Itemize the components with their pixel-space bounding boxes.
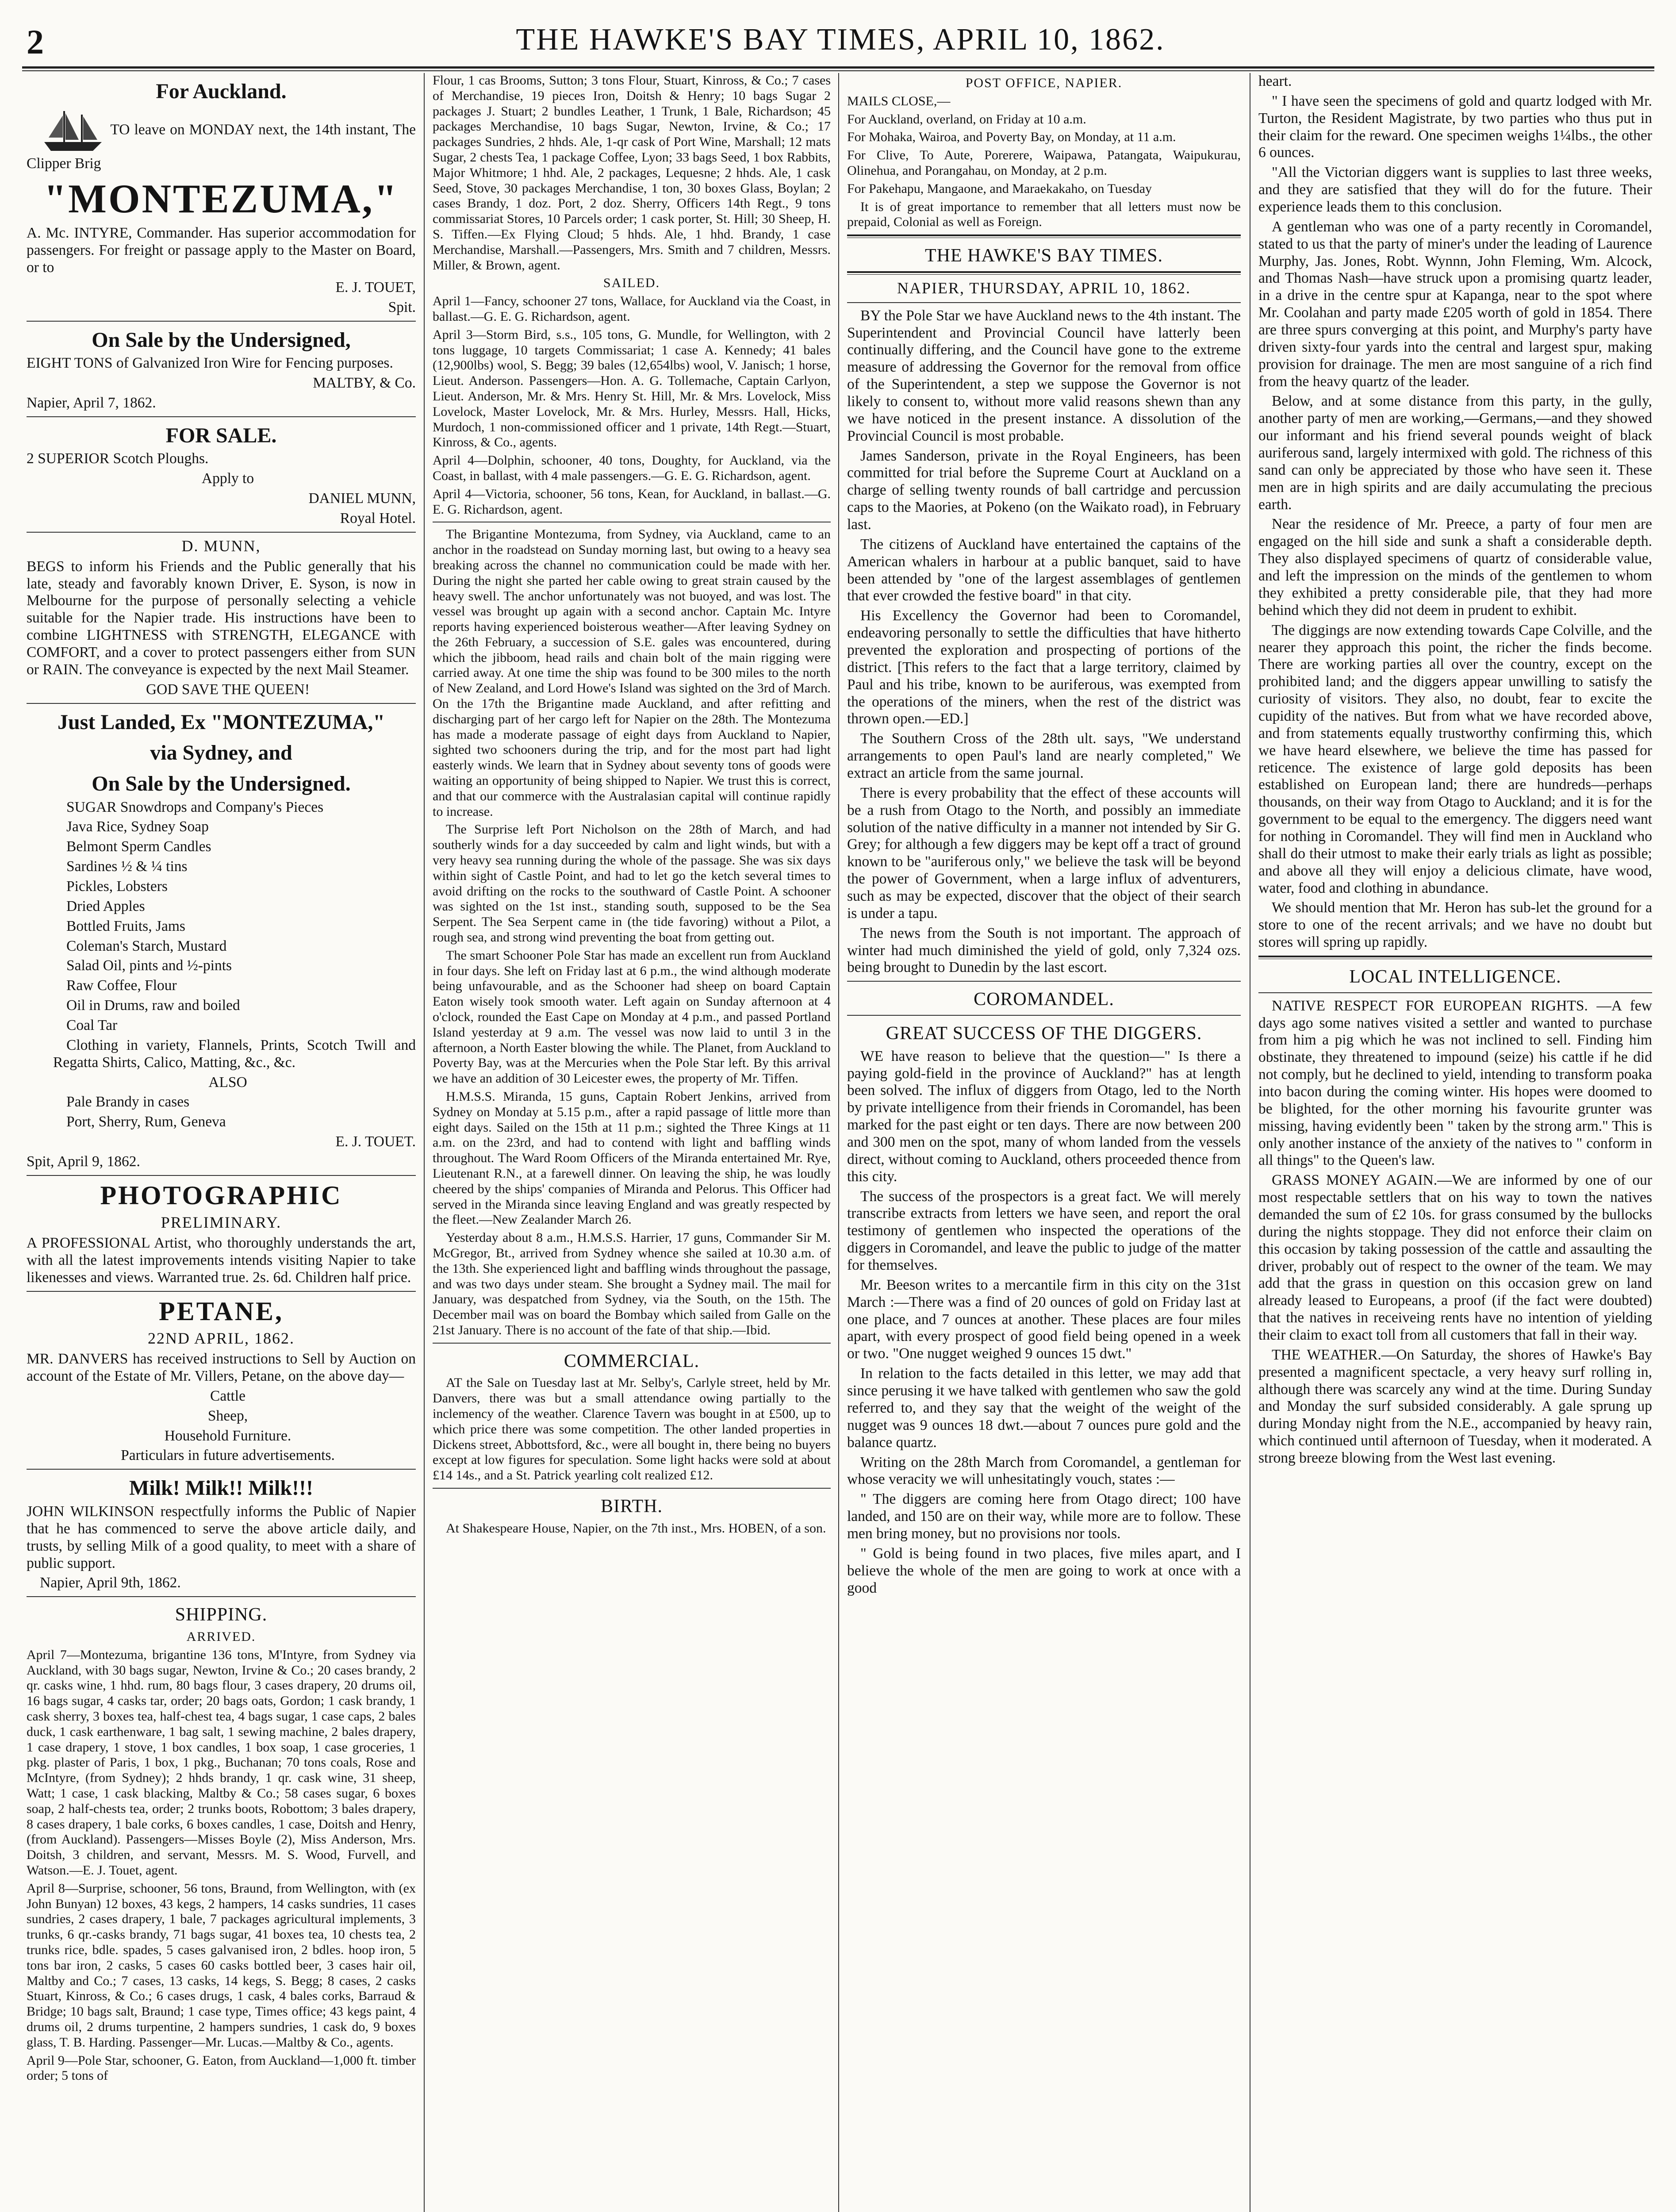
coromandel-continued: heart. xyxy=(1258,73,1292,89)
auckland-place: Spit. xyxy=(388,299,416,315)
column-3 xyxy=(847,73,1241,2212)
list-item: Sardines ½ & ¼ tins xyxy=(66,858,188,875)
landed-date: Spit, April 9, 1862. xyxy=(27,1153,140,1170)
divider xyxy=(27,416,416,417)
column-2 xyxy=(433,73,831,2212)
photo-heading: PHOTOGRAPHIC xyxy=(100,1180,342,1210)
editorial-title: THE HAWKE'S BAY TIMES. xyxy=(925,246,1163,266)
divider xyxy=(27,1596,416,1597)
ship-name: "MONTEZUMA," xyxy=(44,176,399,221)
coromandel-paragraph: The diggings are now extending towards Cape Colville, and the nearer they approach this point, the richer the finds become. There are working parties all over the country, except on the prohibited land; and the diggers appear unwilling to satisfy the curiosity of visitors. They also, no doubt, fear to excite the cupidity of the natives. But from what we have recorded above, and from statements equally trustworthy confirming this, which we have heard elsewhere, we believe the time has passed for reticence. The existence of large gold deposits has been established on European land; there are hundreds—perhaps thousands, on their way from Otago to Auckland; and it is for the government to be equal to the emergency. The diggers need want for nothing in Coromandel. They will find men in Auckland who shall do their utmost to make their early trials as light as possible; and above all they will enjoy a delicious climate, have wood, water, food and clothing in abundance. xyxy=(1258,622,1652,896)
editorial-paragraph: The citizens of Auckland have entertained the captains of the American whalers in harbour at a public banquet, said to have been attended by "one of the largest assemblages of gentlemen that ever crowded the festive board" in that city. xyxy=(847,536,1241,604)
list-item: Coleman's Starch, Mustard xyxy=(66,937,227,954)
divider xyxy=(27,703,416,704)
coromandel-paragraph: A gentleman who was one of a party recently in Coromandel, stated to us that the party of miner's under the leading of Laurence Murphy, Jas. Jones, Robt. Wynnn, John Fleming, Wm. Alcock, and Thomas Nash—have struck upon a promising quartz leader, in a drive in the centre spur at Kapanga, near to the spot where Mr. Coolahan and party made £205 worth of gold in 1854. There are three spurs converging at this point, and Murphy's party have driven sixty-four yards into the central and largest spur, making provision for drainage. The men are most sanguine of a rich find from the heavy quartz of the leader. xyxy=(1258,218,1652,390)
divider xyxy=(27,1469,416,1470)
list-item: Sheep, xyxy=(207,1407,248,1424)
list-item: Java Rice, Sydney Soap xyxy=(66,818,209,835)
coromandel-paragraph: Below, and at some distance from this party, in the gully, another party of men are working,—Germans,—and they showed our informant and his friend several pounds weight of black auriferous sand, largely intermixed with gold. The richness of this sand can only be appreciated by those who have seen it. These men are in high spirits and are daily accumulating the precious earth. xyxy=(1258,393,1652,513)
post-note: It is of great importance to remember that all letters must now be prepaid, Colonial as well as Foreign. xyxy=(847,199,1241,230)
masthead-rule xyxy=(22,66,1654,71)
list-item: Salad Oil, pints and ½-pints xyxy=(66,957,232,974)
landed-heading-2: via Sydney, and xyxy=(150,741,292,765)
coromandel-paragraph: Near the residence of Mr. Preece, a party of four men are engaged on the hill side and sunk a shaft a considerable depth. They also displayed specimens of quartz of considerable value, and left the impression on the minds of the gentlemen to whom they exhibited a pretty considerable pile, that they had more behind which they did not deem in prudent to exhibit. xyxy=(1258,516,1652,618)
post-item: For Pakehapu, Mangaone, and Maraekakaho, on Tuesday xyxy=(847,181,1152,196)
birth-body: At Shakespeare House, Napier, on the 7th inst., Mrs. HOBEN, of a son. xyxy=(446,1521,826,1536)
shipping-continued: Flour, 1 cas Brooms, Sutton; 3 tons Flour, Stuart, Kinross, & Co.; 7 cases of Merchandise, 19 pieces Iron, Doitsh & Henry; 10 bags Sugar 2 packages J. Stuart; 2 bundles Leather, 1 Trunk, 1 Bale, Richardson; 45 packages Merchandise, 10 bags Sugar, Newton, Irvine, & Co.; 17 packages Sundries, 2 hhds. Ale, 1-qr cask of Port Wine, Marshall; 12 mats Sugar, 2 chests Tea, 1 package Coffee, Lyon; 33 bags Seed, 1 box Rabbits, Major Whitmore; 1 hhd. Ale, 2 packages, Lequesne; 2 hhds. Ale, 1 cask Seed, Stove, 30 packages Merchandise, 1 ton, 30 boxes Glass, Boylan; 2 cases Brandy, 1 doz. Port, 2 doz. Sherry, Officers 14th Regt., 9 tons commissariat Stores, 10 Parcels order; 1 cask porter, St. Hill; 30 Sheep, H. S. Tiffen.—Ex Flying Cloud; 5 hhds. Ale, 1 hhd. Brandy, 1 case Merchandise, Marshall.—Passengers, Mrs. Smith and 7 children, Messrs. Miller, & Brown, agent. xyxy=(433,73,831,273)
landed-also: ALSO xyxy=(208,1074,247,1091)
list-item: Belmont Sperm Candles xyxy=(66,838,211,855)
column-4 xyxy=(1258,73,1652,2212)
coromandel-paragraph: The success of the prospectors is a great fact. We will merely transcribe extracts from letters we have seen, and report the oral testimony of gentlemen who inspected the operations of the diggers in Coromandel, and leave the public to judge of the matter for themselves. xyxy=(847,1188,1241,1274)
local-intelligence-heading: LOCAL INTELLIGENCE. xyxy=(1349,966,1561,987)
success-heading: GREAT SUCCESS OF THE DIGGERS. xyxy=(886,1023,1202,1044)
shipping-news: The Brigantine Montezuma, from Sydney, via Auckland, came to an anchor in the roadstead on Sunday morning last, but owing to a heavy sea breaking across the channel no communication could be made with her. During the night she parted her cable owing to great strain caused by the heavy swell. The anchor unfortunately was not buoyed, and was lost. The vessel was brought up again with a second anchor. Captain Mc. Intyre reports having experienced boisterous weather—After leaving Sydney on the 26th February, a succession of S.E. gales was encountered, during which the jibboom, head rails and chain bolt of the main rigging were carried away. At one time the ship was found to be 300 miles to the north of New Zealand, and Lord Howe's Island was sighted on the 3rd of March. On the 17th the Brigantine made Auckland, and after refitting and discharging part of her cargo left for Napier on the 28th. The Montezuma has made a moderate passage of eight days from Auckland to Napier, sighted two schooners during the trip, and for the most part had light easterly winds. We learn that in Sydney about seventy tons of goods were waiting an opportunity of being shipped to Napier. We trust this is correct, and that our commerce with the Australasian capital will continue rapidly to increase. xyxy=(433,527,831,819)
list-item: Oil in Drums, raw and boiled xyxy=(66,997,240,1014)
divider xyxy=(847,981,1241,982)
photo-body: A PROFESSIONAL Artist, who thoroughly understands the art, with all the latest improvements intends visiting Napier to take likenesses and views. Warranted true. 2s. 6d. Children half price. xyxy=(27,1235,416,1286)
auckland-intro: TO leave on MONDAY next, the 14th instant, The Clipper Brig xyxy=(27,107,416,173)
post-item: For Auckland, overland, on Friday at 10 a.m. xyxy=(847,111,1086,127)
petane-footer: Particulars in future advertisements. xyxy=(121,1447,335,1464)
landed-heading-3: On Sale by the Undersigned. xyxy=(92,772,351,795)
editorial-paragraph: James Sanderson, private in the Royal Engineers, has been committed for trial before the Supreme Court at Auckland on a charge of selling twenty rounds of ball cartridge and percussion caps to the Maories, at Pokeno (on the Waikato road), in February last. xyxy=(847,447,1241,533)
divider xyxy=(847,1015,1241,1016)
editorial-dateline: NAPIER, THURSDAY, APRIL 10, 1862. xyxy=(897,279,1191,297)
photo-sub: PRELIMINARY. xyxy=(161,1214,282,1232)
forsale-place: Royal Hotel. xyxy=(340,510,416,527)
coromandel-paragraph: "All the Victorian diggers want is supplies to last three weeks, and they are satisfied that they will do for the future. Their experience leads them to this conclusion. xyxy=(1258,164,1652,215)
list-item: Pickles, Lobsters xyxy=(66,878,168,895)
shipping-arrival: April 7—Montezuma, brigantine 136 tons, M'Intyre, from Sydney via Auckland, with 30 bags sugar, Newton, Irvine & Co.; 20 cases brandy, 2 qr. casks wine, 1 hhd. rum, 80 bags flour, 3 cases drapery, 20 drums oil, 16 bags sugar, 4 casks tar, order; 20 bags oats, Gordon; 1 cask brandy, 1 cask sherry, 3 boxes tea, half-chest tea, 4 bags sugar, 1 case caps, 2 bales duck, 1 cask earthenware, 1 bag salt, 1 sewing machine, 2 bales drapery, 1 case drapery, 1 stove, 1 box candles, 1 box soap, 1 case groceries, 1 pkg. plaster of Paris, 1 box, 1 pkg., Buchanan; 70 tons coals, Rose and McIntyre, (from Sydney); 2 hhds brandy, 1 qr. cask wine, 31 sheep, Watt; 1 case, 1 cask blacking, Maltby & Co.; 58 cases sugar, 6 boxes soap, 2 half-chests tea, order; 2 trunks boots, Robottom; 3 bales drapery, 8 cases drapery, 1 bale corks, 6 boxes candles, 1 case, Doitsh and Henry, (from Auckland). Passengers—Misses Boyle (2), Miss Anderson, Mrs. Doitsh, 3 children, and servant, Messrs. M. S. Wood, Furvell, and Watson.—E. J. Touet, agent. xyxy=(27,1647,416,1878)
list-item: Pale Brandy in cases xyxy=(66,1094,190,1110)
page-number: 2 xyxy=(27,23,44,61)
list-item: Household Furniture. xyxy=(164,1427,291,1444)
auckland-heading: For Auckland. xyxy=(156,80,287,103)
forsale-apply: Apply to xyxy=(201,470,254,487)
editorial-paragraph: The Southern Cross of the 28th ult. says, "We understand arrangements to open Paul's land are nearly completed," We extract an article from the same journal. xyxy=(847,730,1241,781)
landed-heading-1: Just Landed, Ex "MONTEZUMA," xyxy=(57,710,385,734)
shipping-sub: ARRIVED. xyxy=(186,1629,256,1644)
coromandel-paragraph: " The diggers are coming here from Otago direct; 100 have landed, and 150 are on their way, while more are to follow. These men bring money, but no provisions nor tools. xyxy=(847,1491,1241,1542)
post-item: For Clive, To Aute, Porerere, Waipawa, Patangata, Waipukurau, Olinehua, and Porangahau, on Monday, at 2 p.m. xyxy=(847,148,1241,178)
coromandel-paragraph: " Gold is being found in two places, five miles apart, and I believe the whole of the men are going to work at once with a good xyxy=(847,1545,1241,1596)
forsale-name: DANIEL MUNN, xyxy=(308,490,416,507)
divider xyxy=(27,1175,416,1176)
commercial-heading: COMMERCIAL. xyxy=(564,1351,700,1371)
munn-motto: GOD SAVE THE QUEEN! xyxy=(146,681,310,698)
sailed-entry: April 1—Fancy, schooner 27 tons, Wallace, for Auckland via the Coast, in ballast.—G. E. G. Richardson, agent. xyxy=(433,294,831,324)
divider xyxy=(847,234,1241,238)
coromandel-heading: COROMANDEL. xyxy=(974,989,1114,1010)
divider xyxy=(1258,992,1652,993)
divider xyxy=(433,1343,831,1344)
shipping-arrival: April 8—Surprise, schooner, 56 tons, Braund, from Wellington, with (ex John Bunyan) 12 boxes, 43 kegs, 2 hampers, 14 casks sundries, 11 cases sundries, 2 cases drapery, 1 bale, 7 packages agricultural implements, 3 trunks, 6 qr.-casks brandy, 71 bags sugar, 41 boxes tea, 10 chests tea, 2 trunks rice, bdle. spades, 5 cases galvanised iron, 2 bdles. hoop iron, 5 tons bar iron, 2 casks, 5 cases 60 casks bottled beer, 3 cases hair oil, Maltby and Co.; 7 cases, 13 casks, 14 kegs, S. Begg; 8 cases, 2 casks Stuart, Kinross, & Co.; 6 cases drugs, 1 cask, 4 bales corks, Barraud & Bridge; 10 bags salt, Braund; 1 case type, Times office; 43 kegs paint, 4 drums oil, 2 drums turpentine, 2 hampers sundries, 1 cask do, 9 boxes glass, T. B. Harding. Passenger—Mr. Lucas.—Maltby & Co., agents. xyxy=(27,1881,416,2050)
shipping-heading: SHIPPING. xyxy=(175,1605,268,1625)
coromandel-paragraph: Writing on the 28th March from Coromandel, a gentleman for whose veracity we will unhesitatingly vouch, states :— xyxy=(847,1454,1241,1488)
newspaper-title: THE HAWKE'S BAY TIMES, APRIL 10, 1862. xyxy=(516,23,1165,57)
birth-heading: BIRTH. xyxy=(601,1496,663,1517)
sailed-entry: April 3—Storm Bird, s.s., 105 tons, G. Mundle, for Wellington, with 2 tons luggage, 10 targets Commissariat; 1 case A. Kennedy; 41 bales (12,900lbs) wool, S. Begg; 39 bales (12,654lbs) wool, V. Janisch; 1 horse, Lieut. Anderson. Passengers—Hon. A. G. Tollemache, Captain Carlyon, Lieut. Anderson, Mr. & Mrs. Henry St. Hill, Mr. & Mrs. Lovelock, Miss Lovelock, Master Lovelock, Mr. & Mrs. Hurley, Messrs. Hall, Hicks, Murdoch, 1 non-commissioned officer and 1 private, 14th Regt.—Stuart, Kinross, & Co., agents. xyxy=(433,327,831,450)
shipping-news: Yesterday about 8 a.m., H.M.S.S. Harrier, 17 guns, Commander Sir M. McGregor, Bt., arrived from Sydney whence she sailed at 10.30 a.m. of the 13th. She experienced light and baffling winds throughout the passage, and was two days under steam. She brought a Sydney mail. The mail for January, was despatched from Sydney, via the South, on the 15th. The December mail was on board the Bombay which sailed from Galle on the 21st January. There is no account of the fate of that ship.—Ibid. xyxy=(433,1230,831,1337)
divider xyxy=(1258,956,1652,959)
list-item: Port, Sherry, Rum, Geneva xyxy=(66,1114,226,1130)
editorial-paragraph: His Excellency the Governor had been to Coromandel, endeavoring personally to settle the difficulties that have hitherto prevented the exploration and prospecting of portions of the district. [This refers to the fact that a large territory, claimed by Paul and his tribe, known to be auriferous, was exempted from the operations of the miners, when the rest of the district was thrown open.—ED.] xyxy=(847,607,1241,727)
coromandel-paragraph: Mr. Beeson writes to a mercantile firm in this city on the 31st March :—There was a find of 20 ounces of gold on Friday last at one place, and 7 ounces at another. These places are four miles apart, with every prospect of good field being opened in a week or two. "One nugget weighed 9 ounces 15 dwt." xyxy=(847,1276,1241,1362)
petane-heading: PETANE, xyxy=(159,1296,284,1326)
coromandel-paragraph: " I have seen the specimens of gold and quartz lodged with Mr. Turton, the Resident Magistrate, by two parties who thus put in their claim for the reward. One specimen weighs 1¼lbs., the other 6 ounces. xyxy=(1258,92,1652,161)
list-item: Coal Tar xyxy=(66,1017,118,1033)
onsale-date: Napier, April 7, 1862. xyxy=(27,394,156,411)
sailed-entry: April 4—Victoria, schooner, 56 tons, Kean, for Auckland, in ballast.—G. E. G. Richardson, agent. xyxy=(433,486,831,517)
divider xyxy=(27,1291,416,1292)
petane-body: MR. DANVERS has received instructions to Sell by Auction on account of the Estate of Mr. Villers, Petane, on the above day— xyxy=(27,1351,416,1384)
list-item: Bottled Fruits, Jams xyxy=(66,918,185,934)
local-paragraph: THE WEATHER.—On Saturday, the shores of Hawke's Bay presented a magnificent spectacle, a very heavy surf rolling in, although there was scarcely any wind at the time. During Sunday and Monday the surf subsided considerably. A gale sprung up during Monday night from the N.E., accompanied by heavy rain, which continued until afternoon of Tuesday, when it moderated. A strong breeze blowing from the West last evening. xyxy=(1258,1346,1652,1467)
editorial-paragraph: There is every probability that the effect of these accounts will be a rush from Otago to the North, and possibly an immediate solution of the native difficulty in a manner not intended by Sir G. Grey; for although a few diggers may be kept off a tract of ground known to be "auriferous only," we believe the task will be beyond the power of Government, when a large influx of adventurers, such as may be expected, discover that the object of their search is under a tapu. xyxy=(847,784,1241,922)
divider xyxy=(27,321,416,322)
coromandel-paragraph: We should mention that Mr. Heron has sub-let the ground for a store to one of the recent arrivals; and we have no doubt but stores will spring up rapidly. xyxy=(1258,899,1652,951)
post-item: For Mohaka, Wairoa, and Poverty Bay, on Monday, at 11 a.m. xyxy=(847,130,1176,145)
local-paragraph: GRASS MONEY AGAIN.—We are informed by one of our most respectable settlers that on his way to town the natives demanded the sum of £2 10s. for grass consumed by the bullocks during the nights stoppage. They did not enforce their claim on this occasion by taking possession of the cattle and assaulting the driver, probably out of respect to the owner of the team. We may add that the grass in question on this occasion grew on land already leased to Europeans, a proof (if the fact were doubted) that the natives in receiveing rents have no intention of yielding their claim to exact toll from all customers that fall in their way. xyxy=(1258,1172,1652,1344)
divider xyxy=(847,302,1241,303)
sailed-entry: April 4—Dolphin, schooner, 40 tons, Doughty, for Auckland, via the Coast, in ballast, with 4 male passengers.—G. E. G. Richardson, agent. xyxy=(433,453,831,483)
milk-date: Napier, April 9th, 1862. xyxy=(40,1575,181,1591)
onsale-body: EIGHT TONS of Galvanized Iron Wire for Fencing purposes. xyxy=(27,355,393,372)
shipping-news: H.M.S.S. Miranda, 15 guns, Captain Robert Jenkins, arrived from Sydney on Monday at 5.15 p.m., after a rapid passage of little more than eight days. Sailed on the 15th at 11 p.m.; sighted the Three Kings at 11 a.m. on the 23rd, and had to contend with light and baffling winds throughout. The Ward Room Officers of the Miranda entertained Mr. Rye, Lieutenant R.N., at a farewell dinner. On leaving the ship, he was loudly cheered by the ships' companies of Miranda and Pelorus. This Officer had served in the Miranda since leaving England and was greatly respected by the fleet.—New Zealander March 26. xyxy=(433,1089,831,1227)
divider xyxy=(433,1488,831,1489)
petane-date: 22ND APRIL, 1862. xyxy=(147,1329,295,1348)
column-rule xyxy=(838,73,839,2212)
post-intro: MAILS CLOSE,— xyxy=(847,93,951,108)
list-item: Raw Coffee, Flour xyxy=(66,977,177,994)
list-item: Clothing in variety, Flannels, Prints, Scotch Twill and Regatta Shirts, Calico, Matting, &c., &c. xyxy=(53,1037,416,1071)
sailed-heading: SAILED. xyxy=(603,276,660,291)
list-item: Cattle xyxy=(210,1387,245,1404)
divider xyxy=(27,532,416,533)
masthead xyxy=(27,18,1654,71)
auckland-body: A. Mc. INTYRE, Commander. Has superior accommodation for passengers. For freight or passage apply to the Master on Board, or to xyxy=(27,225,416,276)
milk-body: JOHN WILKINSON respectfully informs the Public of Napier that he has commenced to serve the above article daily, and trusts, by selling Milk of a good quality, to meet with a share of public support. xyxy=(27,1503,416,1571)
list-item: Dried Apples xyxy=(66,898,145,914)
coromandel-paragraph: WE have reason to believe that the question—" Is there a paying gold-field in the province of Auckland?" has at length been solved. The influx of diggers from Otago, led to the North by private intelligence from their friends in Coromandel, has been marked for the past eight or ten days. There are now between 200 and 300 men on the spot, many of whom landed from the vessels direct, without coming to Auckland, others proceeded thence from this city. xyxy=(847,1048,1241,1185)
auckland-agent: E. J. TOUET, xyxy=(335,279,416,296)
ship-icon xyxy=(40,107,106,155)
milk-heading: Milk! Milk!! Milk!!! xyxy=(129,1476,313,1500)
forsale-heading: FOR SALE. xyxy=(165,423,277,447)
post-office-heading: POST OFFICE, NAPIER. xyxy=(965,76,1123,90)
coromandel-paragraph: In relation to the facts detailed in this letter, we may add that since perusing it we have talked with gentlemen who saw the gold referred to, and they say that the weight of the weight of the nugget was 9 ounces 18 dwt.—about 7 ounces pure gold and the balance quartz. xyxy=(847,1365,1241,1451)
forsale-body: 2 SUPERIOR Scotch Ploughs. xyxy=(27,450,209,467)
column-1 xyxy=(27,73,416,2212)
column-rule xyxy=(424,73,425,2212)
shipping-news: The smart Schooner Pole Star has made an excellent run from Auckland in four days. She left on Friday last at 6 p.m., the wind although moderate being unfavourable, and as the Schooner had sheep on board Captain Eaton wisely took smooth water. Left again on Sunday afternoon at 4 o'clock, rounded the East Cape on Monday at 4 p.m., and passed Portland Island yesterday at 9 a.m. The vessel was now laid to until 3 in the afternoon, a North Easter blowing the while. The Planet, from Auckland to Poverty Bay, was at the Mercuries when the Pole Star left. By this arrival we have an addition of 30 Leicester ewes, the property of Mr. Tiffen. xyxy=(433,948,831,1086)
divider xyxy=(847,271,1241,275)
onsale-signer: MALTBY, & Co. xyxy=(313,375,416,392)
munn-body: BEGS to inform his Friends and the Public generally that his late, steady and favorably known Driver, E. Syson, is now in Melbourne for the purpose of personally selecting a vehicle suitable for the Napier trade. His instructions have been to combine LIGHTNESS with STRENGTH, ELEGANCE with COMFORT, and a cover to protect passengers either from SUN or RAIN. The conveyance is expected by the next Mail Steamer. xyxy=(27,558,416,678)
local-paragraph: NATIVE RESPECT FOR EUROPEAN RIGHTS. —A few days ago some natives visited a settler and wanted to purchase from him a pig which he was not inclined to sell. Finding him obstinate, they threatened to impound (seize) his cattle if he did not comply, but he declined to yield, intending to transform poaka into bacon during the coming winter. His hopes were doomed to be blighted, for the other morning his favourite grunter was missing, having evidently been " taken by the strong arm." This is only another instance of the anxiety of the natives to " conform in all things" to the Queen's law. xyxy=(1258,997,1652,1169)
munn-heading: D. MUNN, xyxy=(181,537,261,555)
commercial-body: AT the Sale on Tuesday last at Mr. Selby's, Carlyle street, held by Mr. Danvers, there was but a small attendance owing partially to the inclemency of the weather. Clarence Tavern was bought in at £500, up to which price there was some competition. The other landed properties in Dickens street, Abbottsford, &c., were all bought in, there being no buyers except at low figures for speculation. Some light hacks were sold at about £14 14s., and a St. Patrick yearling colt realized £12. xyxy=(433,1375,831,1483)
editorial-paragraph: The news from the South is not important. The approach of winter had much diminished the yield of gold, only 7,324 ozs. being brought to Dunedin by the last escort. xyxy=(847,925,1241,976)
landed-signer: E. J. TOUET. xyxy=(335,1133,416,1150)
onsale-heading: On Sale by the Undersigned, xyxy=(92,328,351,352)
shipping-arrival: April 9—Pole Star, schooner, G. Eaton, from Auckland—1,000 ft. timber order; 5 tons of xyxy=(27,2053,416,2083)
list-item: SUGAR Snowdrops and Company's Pieces xyxy=(66,799,324,815)
editorial-paragraph: BY the Pole Star we have Auckland news to the 4th instant. The Superintendent and Provincial Council have latterly been continually differing, and the Council have gone to the extreme measure of addressing the Governor for the removal from office of the Superintendent, a step we suppose the Governor is not likely to consent to, without more valid reasons shewn than any we have noticed in the present instance. A dissolution of the Provincial Council is most probable. xyxy=(847,307,1241,444)
shipping-news: The Surprise left Port Nicholson on the 28th of March, and had southerly winds for a day succeeded by calm and light winds, but with a very heavy sea running during the whole of the passage. She was six days within sight of Castle Point, and had to let go the ketch several times to avoid drifting on the rocks to the southward of Castle Point. A schooner was sighted on the 1st inst., standing south, supposed to be the Sea Serpent. The Sea Serpent came in (the tide favoring) without a Pilot, a rough sea, and strong wind preventing the boat from getting out. xyxy=(433,822,831,945)
